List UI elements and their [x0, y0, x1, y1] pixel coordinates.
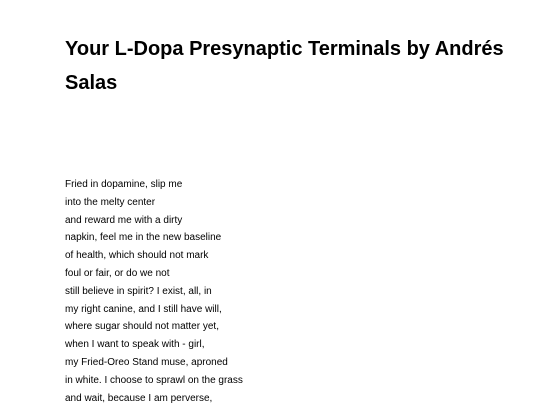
poem-line: foul or fair, or do we not [65, 267, 170, 279]
poem-line: into the melty center [65, 196, 156, 208]
poem-line: still believe in spirit? I exist, all, in [65, 285, 212, 297]
poem-line: my right canine, and I still have will, [65, 303, 222, 315]
poem-line: and reward me with a dirty [65, 214, 183, 226]
poem-body [65, 176, 485, 405]
poem-line: when I want to speak with - girl, [65, 339, 205, 351]
poem-title: Your L-Dopa Presynaptic Terminals by Andrés Salas [65, 38, 504, 94]
poem-line: and wait, because I am perverse, [65, 392, 213, 404]
poem-line: my Fried-Oreo Stand muse, aproned [65, 356, 228, 368]
poem-line: in white. I choose to sprawl on the grass [65, 374, 243, 386]
poem-line: Fried in dopamine, slip me [65, 179, 183, 190]
poem-line: where sugar should not matter yet, [65, 321, 219, 333]
poem-line: of health, which should not mark [65, 250, 209, 262]
poem-line: napkin, feel me in the new baseline [65, 232, 222, 244]
